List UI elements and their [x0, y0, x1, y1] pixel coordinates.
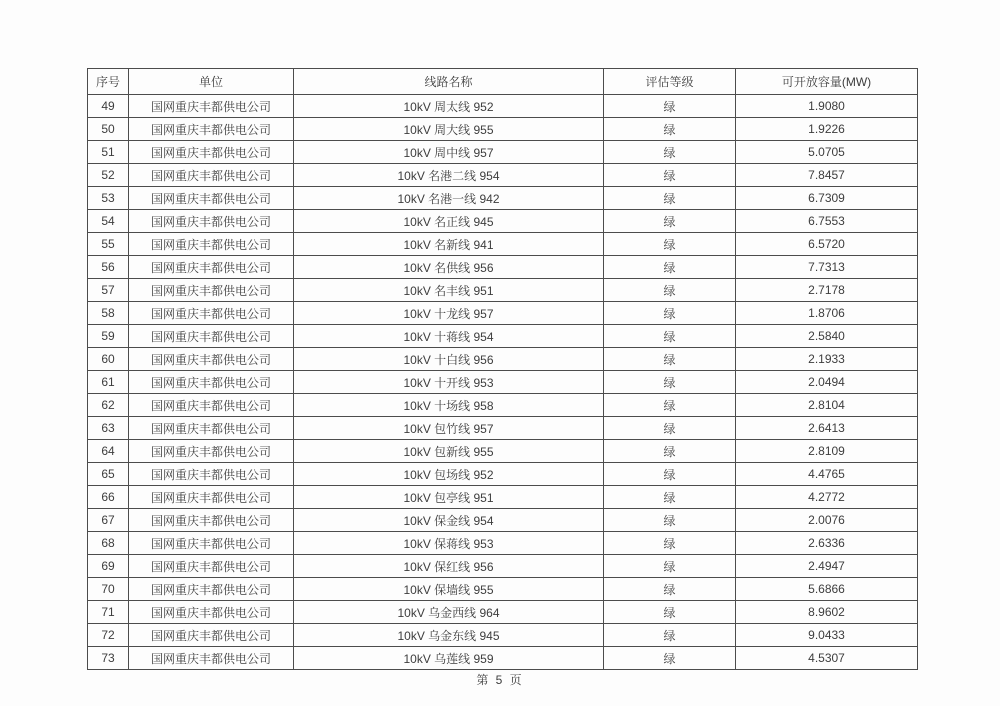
cell-serial-number: 59	[88, 325, 129, 348]
cell-line-name: 10kV 名正线 945	[294, 210, 604, 233]
cell-capacity: 2.0076	[736, 509, 918, 532]
cell-capacity: 8.9602	[736, 601, 918, 624]
cell-capacity: 2.0494	[736, 371, 918, 394]
cell-serial-number: 67	[88, 509, 129, 532]
table-header-row	[88, 69, 918, 95]
cell-grade: 绿	[604, 256, 736, 279]
cell-line-name: 10kV 包新线 955	[294, 440, 604, 463]
cell-unit: 国网重庆丰都供电公司	[129, 647, 294, 670]
cell-capacity: 2.8104	[736, 394, 918, 417]
cell-serial-number: 51	[88, 141, 129, 164]
cell-grade: 绿	[604, 532, 736, 555]
cell-serial-number: 54	[88, 210, 129, 233]
cell-serial-number: 62	[88, 394, 129, 417]
cell-grade: 绿	[604, 486, 736, 509]
table-row	[88, 532, 918, 555]
cell-serial-number: 64	[88, 440, 129, 463]
cell-capacity: 9.0433	[736, 624, 918, 647]
table-row	[88, 486, 918, 509]
cell-grade: 绿	[604, 348, 736, 371]
table-row	[88, 302, 918, 325]
cell-capacity: 2.4947	[736, 555, 918, 578]
table-row	[88, 279, 918, 302]
cell-grade: 绿	[604, 187, 736, 210]
cell-line-name: 10kV 周太线 952	[294, 95, 604, 118]
header-col-grade: 评估等级	[604, 69, 736, 95]
cell-unit: 国网重庆丰都供电公司	[129, 440, 294, 463]
table-row	[88, 440, 918, 463]
cell-unit: 国网重庆丰都供电公司	[129, 302, 294, 325]
table-row	[88, 141, 918, 164]
cell-serial-number: 66	[88, 486, 129, 509]
cell-unit: 国网重庆丰都供电公司	[129, 578, 294, 601]
cell-unit: 国网重庆丰都供电公司	[129, 210, 294, 233]
table-row	[88, 394, 918, 417]
cell-grade: 绿	[604, 141, 736, 164]
cell-unit: 国网重庆丰都供电公司	[129, 555, 294, 578]
cell-grade: 绿	[604, 578, 736, 601]
cell-capacity: 5.6866	[736, 578, 918, 601]
cell-serial-number: 65	[88, 463, 129, 486]
cell-line-name: 10kV 十龙线 957	[294, 302, 604, 325]
table-row	[88, 256, 918, 279]
cell-line-name: 10kV 十蒋线 954	[294, 325, 604, 348]
cell-grade: 绿	[604, 302, 736, 325]
cell-capacity: 1.9226	[736, 118, 918, 141]
table-row	[88, 187, 918, 210]
cell-grade: 绿	[604, 509, 736, 532]
cell-serial-number: 53	[88, 187, 129, 210]
cell-grade: 绿	[604, 417, 736, 440]
cell-capacity: 6.5720	[736, 233, 918, 256]
cell-line-name: 10kV 保蒋线 953	[294, 532, 604, 555]
capacity-table	[87, 68, 918, 670]
cell-line-name: 10kV 名港二线 954	[294, 164, 604, 187]
table-row	[88, 233, 918, 256]
cell-unit: 国网重庆丰都供电公司	[129, 325, 294, 348]
cell-capacity: 7.8457	[736, 164, 918, 187]
cell-serial-number: 58	[88, 302, 129, 325]
cell-line-name: 10kV 十开线 953	[294, 371, 604, 394]
table-row	[88, 371, 918, 394]
cell-unit: 国网重庆丰都供电公司	[129, 164, 294, 187]
cell-line-name: 10kV 乌金西线 964	[294, 601, 604, 624]
cell-unit: 国网重庆丰都供电公司	[129, 95, 294, 118]
cell-unit: 国网重庆丰都供电公司	[129, 187, 294, 210]
cell-line-name: 10kV 名港一线 942	[294, 187, 604, 210]
cell-line-name: 10kV 乌金东线 945	[294, 624, 604, 647]
table-row	[88, 417, 918, 440]
cell-unit: 国网重庆丰都供电公司	[129, 348, 294, 371]
cell-capacity: 6.7309	[736, 187, 918, 210]
cell-serial-number: 68	[88, 532, 129, 555]
cell-line-name: 10kV 包场线 952	[294, 463, 604, 486]
cell-unit: 国网重庆丰都供电公司	[129, 417, 294, 440]
cell-serial-number: 72	[88, 624, 129, 647]
header-col-no: 序号	[88, 69, 129, 95]
cell-line-name: 10kV 保红线 956	[294, 555, 604, 578]
cell-capacity: 4.2772	[736, 486, 918, 509]
table-row	[88, 624, 918, 647]
cell-serial-number: 69	[88, 555, 129, 578]
cell-grade: 绿	[604, 440, 736, 463]
cell-unit: 国网重庆丰都供电公司	[129, 118, 294, 141]
cell-unit: 国网重庆丰都供电公司	[129, 624, 294, 647]
page-number: 第 5 页	[476, 673, 524, 687]
table-row	[88, 647, 918, 670]
cell-line-name: 10kV 十白线 956	[294, 348, 604, 371]
cell-unit: 国网重庆丰都供电公司	[129, 532, 294, 555]
cell-serial-number: 52	[88, 164, 129, 187]
cell-unit: 国网重庆丰都供电公司	[129, 371, 294, 394]
table-row	[88, 509, 918, 532]
cell-capacity: 6.7553	[736, 210, 918, 233]
cell-capacity: 1.8706	[736, 302, 918, 325]
cell-serial-number: 63	[88, 417, 129, 440]
table-row	[88, 555, 918, 578]
cell-capacity: 7.7313	[736, 256, 918, 279]
table-row	[88, 463, 918, 486]
cell-serial-number: 56	[88, 256, 129, 279]
cell-serial-number: 73	[88, 647, 129, 670]
cell-serial-number: 71	[88, 601, 129, 624]
cell-serial-number: 60	[88, 348, 129, 371]
cell-serial-number: 70	[88, 578, 129, 601]
cell-capacity: 5.0705	[736, 141, 918, 164]
cell-capacity: 4.4765	[736, 463, 918, 486]
cell-grade: 绿	[604, 279, 736, 302]
cell-serial-number: 50	[88, 118, 129, 141]
cell-unit: 国网重庆丰都供电公司	[129, 233, 294, 256]
cell-unit: 国网重庆丰都供电公司	[129, 141, 294, 164]
cell-grade: 绿	[604, 601, 736, 624]
cell-capacity: 2.8109	[736, 440, 918, 463]
cell-capacity: 2.6336	[736, 532, 918, 555]
cell-unit: 国网重庆丰都供电公司	[129, 486, 294, 509]
cell-line-name: 10kV 周大线 955	[294, 118, 604, 141]
cell-capacity: 4.5307	[736, 647, 918, 670]
cell-capacity: 2.5840	[736, 325, 918, 348]
cell-capacity: 2.1933	[736, 348, 918, 371]
cell-capacity: 2.6413	[736, 417, 918, 440]
cell-grade: 绿	[604, 647, 736, 670]
cell-grade: 绿	[604, 555, 736, 578]
table-row	[88, 601, 918, 624]
header-col-line: 线路名称	[294, 69, 604, 95]
cell-unit: 国网重庆丰都供电公司	[129, 601, 294, 624]
cell-line-name: 10kV 乌莲线 959	[294, 647, 604, 670]
cell-capacity: 2.7178	[736, 279, 918, 302]
cell-unit: 国网重庆丰都供电公司	[129, 509, 294, 532]
cell-capacity: 1.9080	[736, 95, 918, 118]
cell-grade: 绿	[604, 95, 736, 118]
cell-unit: 国网重庆丰都供电公司	[129, 394, 294, 417]
cell-grade: 绿	[604, 325, 736, 348]
cell-line-name: 10kV 十场线 958	[294, 394, 604, 417]
cell-grade: 绿	[604, 394, 736, 417]
cell-grade: 绿	[604, 371, 736, 394]
header-col-capacity: 可开放容量(MW)	[736, 69, 918, 95]
table-body	[88, 95, 918, 670]
cell-grade: 绿	[604, 463, 736, 486]
cell-grade: 绿	[604, 624, 736, 647]
table-row	[88, 164, 918, 187]
table-row	[88, 95, 918, 118]
cell-serial-number: 61	[88, 371, 129, 394]
cell-line-name: 10kV 保墙线 955	[294, 578, 604, 601]
cell-unit: 国网重庆丰都供电公司	[129, 256, 294, 279]
table-header	[88, 69, 918, 95]
table-row	[88, 578, 918, 601]
table-row	[88, 118, 918, 141]
table-row	[88, 348, 918, 371]
table-row	[88, 210, 918, 233]
cell-serial-number: 57	[88, 279, 129, 302]
cell-line-name: 10kV 包竹线 957	[294, 417, 604, 440]
cell-line-name: 10kV 名新线 941	[294, 233, 604, 256]
cell-line-name: 10kV 名丰线 951	[294, 279, 604, 302]
cell-line-name: 10kV 包亭线 951	[294, 486, 604, 509]
cell-line-name: 10kV 保金线 954	[294, 509, 604, 532]
cell-line-name: 10kV 名供线 956	[294, 256, 604, 279]
table-row	[88, 325, 918, 348]
cell-grade: 绿	[604, 118, 736, 141]
cell-line-name: 10kV 周中线 957	[294, 141, 604, 164]
cell-grade: 绿	[604, 233, 736, 256]
cell-serial-number: 55	[88, 233, 129, 256]
cell-unit: 国网重庆丰都供电公司	[129, 463, 294, 486]
cell-grade: 绿	[604, 164, 736, 187]
cell-grade: 绿	[604, 210, 736, 233]
cell-serial-number: 49	[88, 95, 129, 118]
header-col-unit: 单位	[129, 69, 294, 95]
cell-unit: 国网重庆丰都供电公司	[129, 279, 294, 302]
